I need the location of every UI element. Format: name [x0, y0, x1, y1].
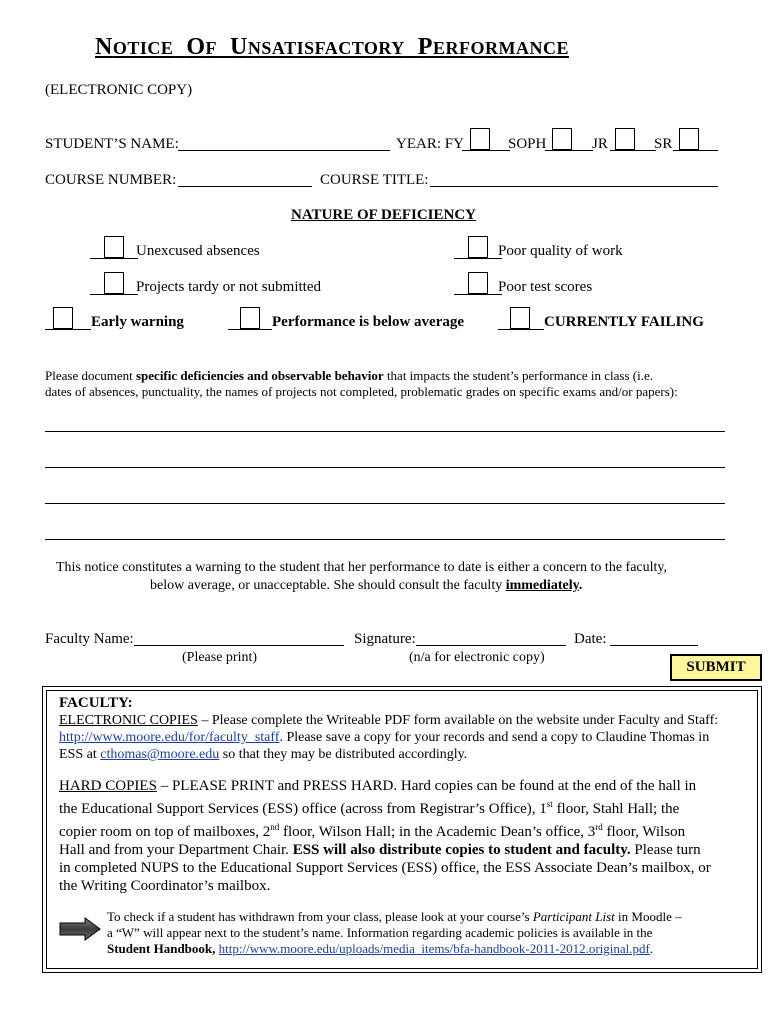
student-handbook-label: Student Handbook, — [107, 941, 216, 956]
projects-underline — [90, 294, 138, 295]
sr-label: SR — [654, 136, 673, 152]
warning-line-1: This notice constitutes a warning to the student that her performance to date is either a concern to the faculty, — [56, 560, 667, 575]
email-link[interactable]: cthomas@moore.edu — [100, 747, 220, 762]
poor-test-underline — [454, 294, 502, 295]
sr-checkbox[interactable] — [679, 128, 699, 150]
course-number-field[interactable] — [178, 186, 312, 187]
hard-copies-label: HARD COPIES — [59, 778, 157, 794]
early-warning-checkbox[interactable] — [53, 307, 73, 329]
unexcused-underline — [90, 258, 138, 259]
date-label: Date: — [574, 631, 607, 647]
poor-quality-checkbox[interactable] — [468, 236, 488, 258]
signature-label: Signature: — [354, 631, 416, 647]
below-average-checkbox[interactable] — [240, 307, 260, 329]
year-underline — [462, 150, 510, 151]
faculty-instructions-box — [42, 686, 762, 973]
poor-test-checkbox[interactable] — [468, 272, 488, 294]
hard-copies-paragraph: HARD COPIES – PLEASE PRINT and PRESS HARD. Hard copies can be found at the end of the hall in the Educational Support Services (ESS) office (across from Registrar’s Office), 1st floor, Stahl Hall; the copier room on top of mailboxes, 2nd floor, Wilson Hall; in the Academic Dean’s office, 3rd floor, Wilson Hall and from your Department Chair. ESS will also distribute copies to student and faculty. Please turn in completed NUPS to the Educational Support Services (ESS) office, the ESS Associate Dean’s mailbox, or the Writing Coordinator’s mailbox. — [59, 778, 711, 894]
electronic-copies-paragraph: ELECTRONIC COPIES – Please complete the Writeable PDF form available on the website under Faculty and Staff: http://www.moore.edu/for/faculty_staff. Please save a copy for your records and send a copy to Claudine Thomas in ESS at cthomas@moore.edu so that they may be distributed accordingly. — [59, 713, 719, 762]
submit-button[interactable]: SUBMIT — [670, 654, 762, 681]
comment-line-1[interactable] — [45, 431, 725, 432]
course-title-label: COURSE TITLE: — [320, 172, 429, 188]
poor-quality-underline — [454, 258, 502, 259]
faculty-name-label: Faculty Name: — [45, 631, 134, 647]
projects-tardy-checkbox[interactable] — [104, 272, 124, 294]
right-arrow-icon — [59, 917, 101, 941]
deficiency-heading: NATURE OF DEFICIENCY — [291, 207, 477, 223]
below-average-label: Performance is below average — [272, 314, 465, 330]
withdrawal-note: To check if a student has withdrawn from your class, please look at your course’s Participant List in Moodle – a “W” will appear next to the student’s name. Information regarding academic policies is available in the Student Handbook, http://www.moore.edu/uploads/media_items/bfa-handbook-2011-2012.original.pdf. — [59, 909, 745, 957]
student-name-field[interactable] — [178, 150, 390, 151]
soph-label: SOPH — [508, 136, 547, 152]
course-number-label: COURSE NUMBER: — [45, 172, 177, 188]
electronic-copy-label: (ELECTRONIC COPY) — [45, 82, 193, 98]
faculty-staff-link[interactable]: http://www.moore.edu/for/faculty_staff — [59, 730, 280, 745]
unexcused-checkbox[interactable] — [104, 236, 124, 258]
na-electronic-note: (n/a for electronic copy) — [409, 650, 545, 665]
soph-underline — [545, 150, 593, 151]
electronic-copies-label: ELECTRONIC COPIES — [59, 713, 198, 728]
please-print-note: (Please print) — [182, 650, 258, 665]
jr-checkbox[interactable] — [615, 128, 635, 150]
warning-line-2: below average, or unacceptable. She should consult the faculty immediately. — [150, 578, 583, 593]
sr-underline — [673, 150, 718, 151]
currently-failing-label: CURRENTLY FAILING — [544, 314, 704, 330]
signature-field[interactable] — [416, 645, 566, 646]
poor-quality-label: Poor quality of work — [498, 243, 623, 259]
comment-line-4[interactable] — [45, 539, 725, 540]
student-name-label: STUDENT’S NAME: — [45, 136, 179, 152]
below-average-underline — [228, 329, 272, 330]
instructions-line-1: Please document specific deficiencies and observable behavior that impacts the student’s performance in class (i.e. — [45, 368, 653, 383]
comment-line-2[interactable] — [45, 467, 725, 468]
failing-underline — [498, 329, 544, 330]
poor-test-label: Poor test scores — [498, 279, 593, 295]
jr-label: JR — [592, 136, 608, 152]
unexcused-label: Unexcused absences — [136, 243, 260, 259]
projects-tardy-label: Projects tardy or not submitted — [136, 279, 321, 295]
handbook-link[interactable]: http://www.moore.edu/uploads/media_items/bfa-handbook-2011-2012.original.pdf — [218, 941, 650, 956]
faculty-instructions-inner — [46, 690, 758, 969]
early-warning-underline — [45, 329, 91, 330]
instructions-line-2: dates of absences, punctuality, the names of projects not completed, problematic grades on specific exams and/or papers): — [45, 384, 678, 399]
comment-line-3[interactable] — [45, 503, 725, 504]
jr-underline — [610, 150, 656, 151]
fy-checkbox[interactable] — [470, 128, 490, 150]
date-field[interactable] — [610, 645, 698, 646]
faculty-heading: FACULTY: — [59, 695, 133, 711]
early-warning-label: Early warning — [91, 314, 184, 330]
currently-failing-checkbox[interactable] — [510, 307, 530, 329]
soph-checkbox[interactable] — [552, 128, 572, 150]
page-title: NOTICE OF UNSATISFACTORY PERFORMANCE — [95, 34, 569, 60]
year-label: YEAR: FY — [396, 136, 464, 152]
course-title-field[interactable] — [430, 186, 718, 187]
faculty-name-field[interactable] — [134, 645, 344, 646]
